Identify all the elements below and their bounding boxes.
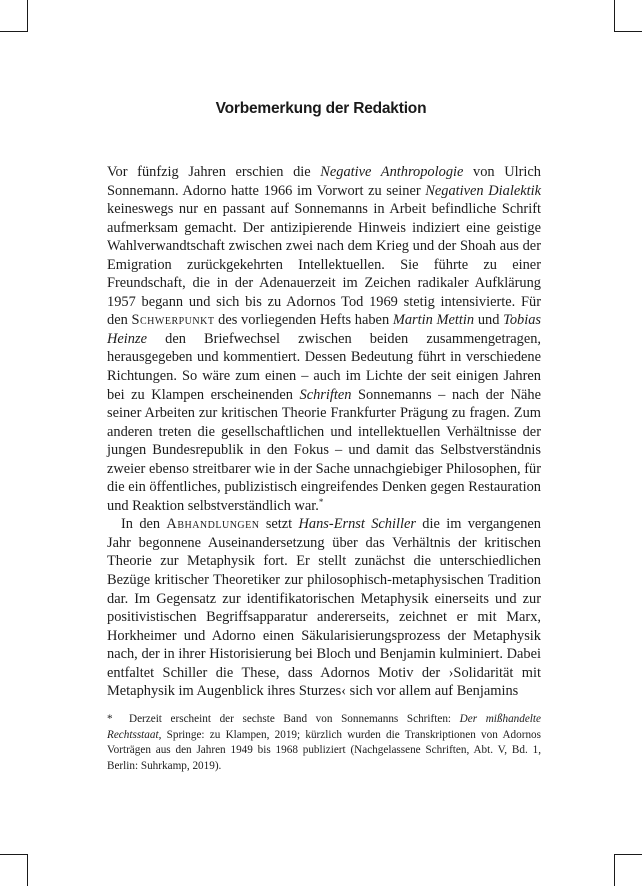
italic-run: Negativen Dialektik xyxy=(425,182,541,199)
crop-mark xyxy=(614,0,615,32)
small-caps-run: Schwerpunkt xyxy=(131,312,215,329)
footnote-marker: * xyxy=(107,713,113,725)
text-run: Derzeit erscheint der sechste Band von Sonnemanns Schriften: xyxy=(129,713,460,725)
text-run: , Springe: zu Klampen, 2019; kürzlich wurden die Transkriptionen von Adornos Vorträgen aus den Jahren 1949 bis 1968 publiziert (Nachgelassene Schriften, Abt. V, Bd. 1, Berlin: Suhrkamp, 2019). xyxy=(107,728,541,772)
text-run: setzt xyxy=(259,516,299,533)
crop-mark xyxy=(614,854,615,886)
text-run: den Briefwechsel zwischen beiden zusammengetragen, herausgegeben und kommentiert. Dessen Bedeutung führt in verschiedene Richtungen. So wäre zum einen – auch im Lichte der seit einigen Jahren bei zu Klampen erscheinenden xyxy=(107,330,541,403)
text-run: von Ulrich Sonnemann. Adorno hatte 1966 im Vorwort zu seiner xyxy=(107,164,542,199)
text-run: Sonnemanns – nach der Nähe seiner Arbeiten zur kritischen Theorie Frankfurter Prägung zu fragen. Zum anderen treten die gesellschaftlichen und intellektuellen Verhältnisse der jungen Bundesrepublik in den Fokus – und damit das Selbstverständnis zweier ebenso streitbarer wie in der Sache unnachgiebiger Philosophen, für die ein öffentliches, publizistisch eingreifendes Denken gegen Restauration und Reaktion selbstverständlich war. xyxy=(107,386,541,514)
text-run: die im vergangenen Jahr begonnene Auseinandersetzung über das Verhältnis der kritischen Theorie zur Metaphysik fort. Er stellt zunächst die unterschiedlichen Bezüge kritischer Theoretiker zur philosophisch-metaphysischen Tradition dar. Im Gegensatz zur identifikatorischen Metaphysik einerseits und zur positivistischen Begriffsapparatur andererseits, zeichnet er mit Marx, Horkheimer und Adorno einen Säkularisierungsprozess der Metaphysik nach, der in ihrer Historisierung bei Bloch und Benjamin kulminiert. Dabei entfaltet Schiller die These, dass Adornos Motiv der ›Solidarität mit Metaphysik im Augenblick ihres Sturzes‹ sich vor allem auf Benjamins xyxy=(107,516,541,700)
footnote-ref: * xyxy=(318,496,324,507)
body-text xyxy=(107,163,541,701)
crop-mark xyxy=(0,31,27,32)
italic-run: Tobias Heinze xyxy=(107,312,542,347)
crop-mark xyxy=(615,854,642,855)
text-run: des vorliegenden Hefts haben xyxy=(214,312,393,329)
italic-run: Hans-Ernst Schiller xyxy=(298,516,416,533)
italic-run: Der mißhandelte Rechtsstaat xyxy=(107,713,541,741)
crop-mark xyxy=(0,854,27,855)
italic-run: Martin Mettin xyxy=(392,312,475,329)
crop-mark xyxy=(615,31,642,32)
crop-mark xyxy=(27,0,28,32)
text-run: In den xyxy=(121,516,167,533)
text-run: Vor fünfzig Jahren erschien die xyxy=(107,164,321,180)
crop-mark xyxy=(27,854,28,886)
footnote-text xyxy=(107,713,541,772)
page-title: Vorbemerkung der Redaktion xyxy=(215,100,427,117)
footnote xyxy=(107,712,541,774)
italic-run: Schriften xyxy=(299,386,352,403)
paragraph-abhandlungen xyxy=(107,515,541,700)
text-run: keineswegs nur en passant auf Sonnemanns in Arbeit befindliche Schrift aufmerksam gemacht. Der antizipierende Hinweis indiziert eine geistige Wahlverwandtschaft zwischen zwei nach dem Krieg und der Shoah aus der Emigration zurückgekehrten Intellektuellen. Sie führte zu einer Freundschaft, die in der Adenauerzeit im Zeichen radikaler Aufklärung 1957 begann und sich bis zu Adornos Tod 1969 stetig intensivierte. Für den xyxy=(107,201,541,329)
paragraph-intro xyxy=(107,163,541,515)
text-run: und xyxy=(474,312,504,329)
italic-run: Negative Anthropologie xyxy=(320,164,464,180)
small-caps-run: Abhandlungen xyxy=(166,516,260,533)
